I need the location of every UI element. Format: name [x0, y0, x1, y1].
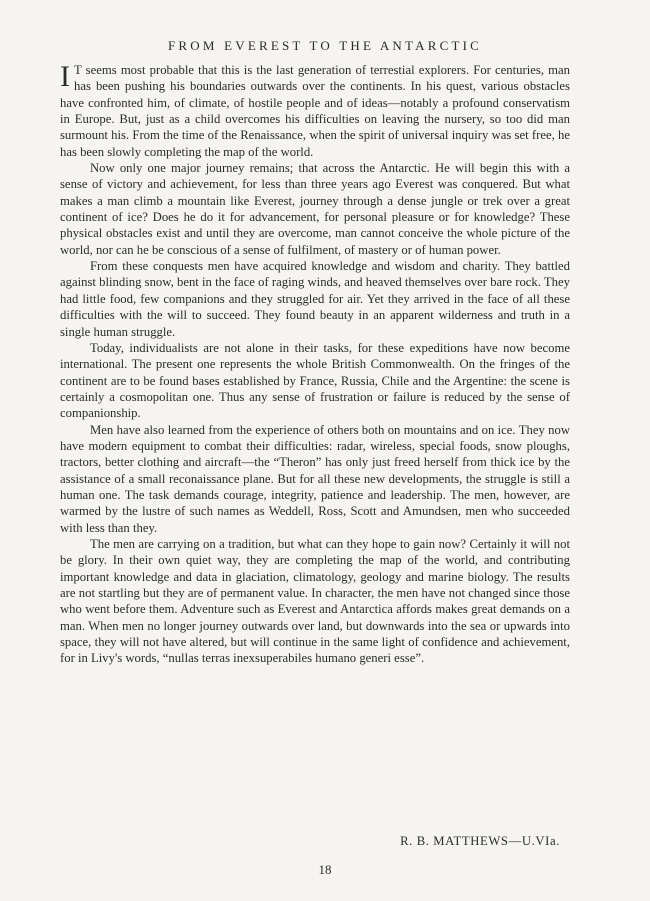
paragraph-1-text: T seems most probable that this is the last generation of terrestial explorers. For centuries, man has been pushing his boundaries outwards over the continents. In his quest, various obstacles have confronted him, of climate, of hostile people and of ideas—notably a profound conservatism in Europe. But, just as a child overcomes his difficulties on leaving the nursery, so too did man surmount his. From the time of the Renaissance, when the spirit of universal inquiry was set free, he has been slowly completing the map of the world. — [60, 63, 570, 159]
paragraph-1 — [60, 62, 570, 160]
paragraph-2: Now only one major journey remains; that across the Antarctic. He will begin this with a sense of victory and achievement, for less than three years ago Everest was conquered. But what makes a man climb a mountain like Everest, journey through a dense jungle or trek over a great continent of ice? Does he do it for advancement, for personal pleasure or for knowledge? These physical obstacles exist and until they are overcome, man cannot conceive the whole picture of the world, nor can he be conscious of a sense of fulfilment, of mastery or of human power. — [60, 161, 570, 257]
article-body — [60, 62, 570, 667]
drop-cap: I — [60, 60, 70, 93]
paragraph-3: From these conquests men have acquired knowledge and wisdom and charity. They battled against blinding snow, bent in the face of raging winds, and heaved themselves over bare rock. They had little food, few companions and they struggled for air. Yet they arrived in the face of all these difficulties with the will to succeed. They found beauty in an apparent wilderness and truth in a single human struggle. — [60, 259, 570, 339]
page-number: 18 — [318, 862, 332, 877]
paragraph-4: Today, individualists are not alone in their tasks, for these expeditions have now become international. The present one represents the whole British Commonwealth. On the fringes of the continent are to be found bases established by France, Russia, Chile and the Argentine: the scene is certainly a cosmopolitan one. Thus any sense of frustration or failure is reduced by the sense of companionship. — [60, 340, 570, 421]
paragraph-5: Men have also learned from the experience of others both on mountains and on ice. They now have modern equipment to combat their difficulties: radar, wireless, special foods, snow ploughs, tractors, better clothing and aircraft—the “Theron” has only just freed herself from thick ice by the assistance of a small reconaissance plane. But for all these new developments, the struggle is still a human one. The task demands courage, integrity, patience and leadership. The men, however, are warmed by the lustre of such names as Weddell, Ross, Scott and Amundsen, men who succeeded with less than they. — [60, 422, 570, 535]
author-signature: R. B. MATTHEWS—U.VIa. — [400, 834, 560, 848]
paragraph-6: The men are carrying on a tradition, but what can they hope to gain now? Certainly it will not be glory. In their own quiet way, they are completing the map of the world, and contributing important knowledge and data in glaciation, climatology, geology and marine biology. The results are not startling but they are of permanent value. In character, the men have not changed since those who went before them. Adventure such as Everest and Antarctica affords makes great demands on a man. When men no longer journey outwards over land, but downwards into the sea or upwards into space, they will not have altered, but will continue in the same light of confidence and achievement, for in Livy's words, “nullas terras inexsuperabiles humano generi esse”. — [60, 536, 570, 666]
article-title: FROM EVEREST TO THE ANTARCTIC — [168, 38, 482, 53]
